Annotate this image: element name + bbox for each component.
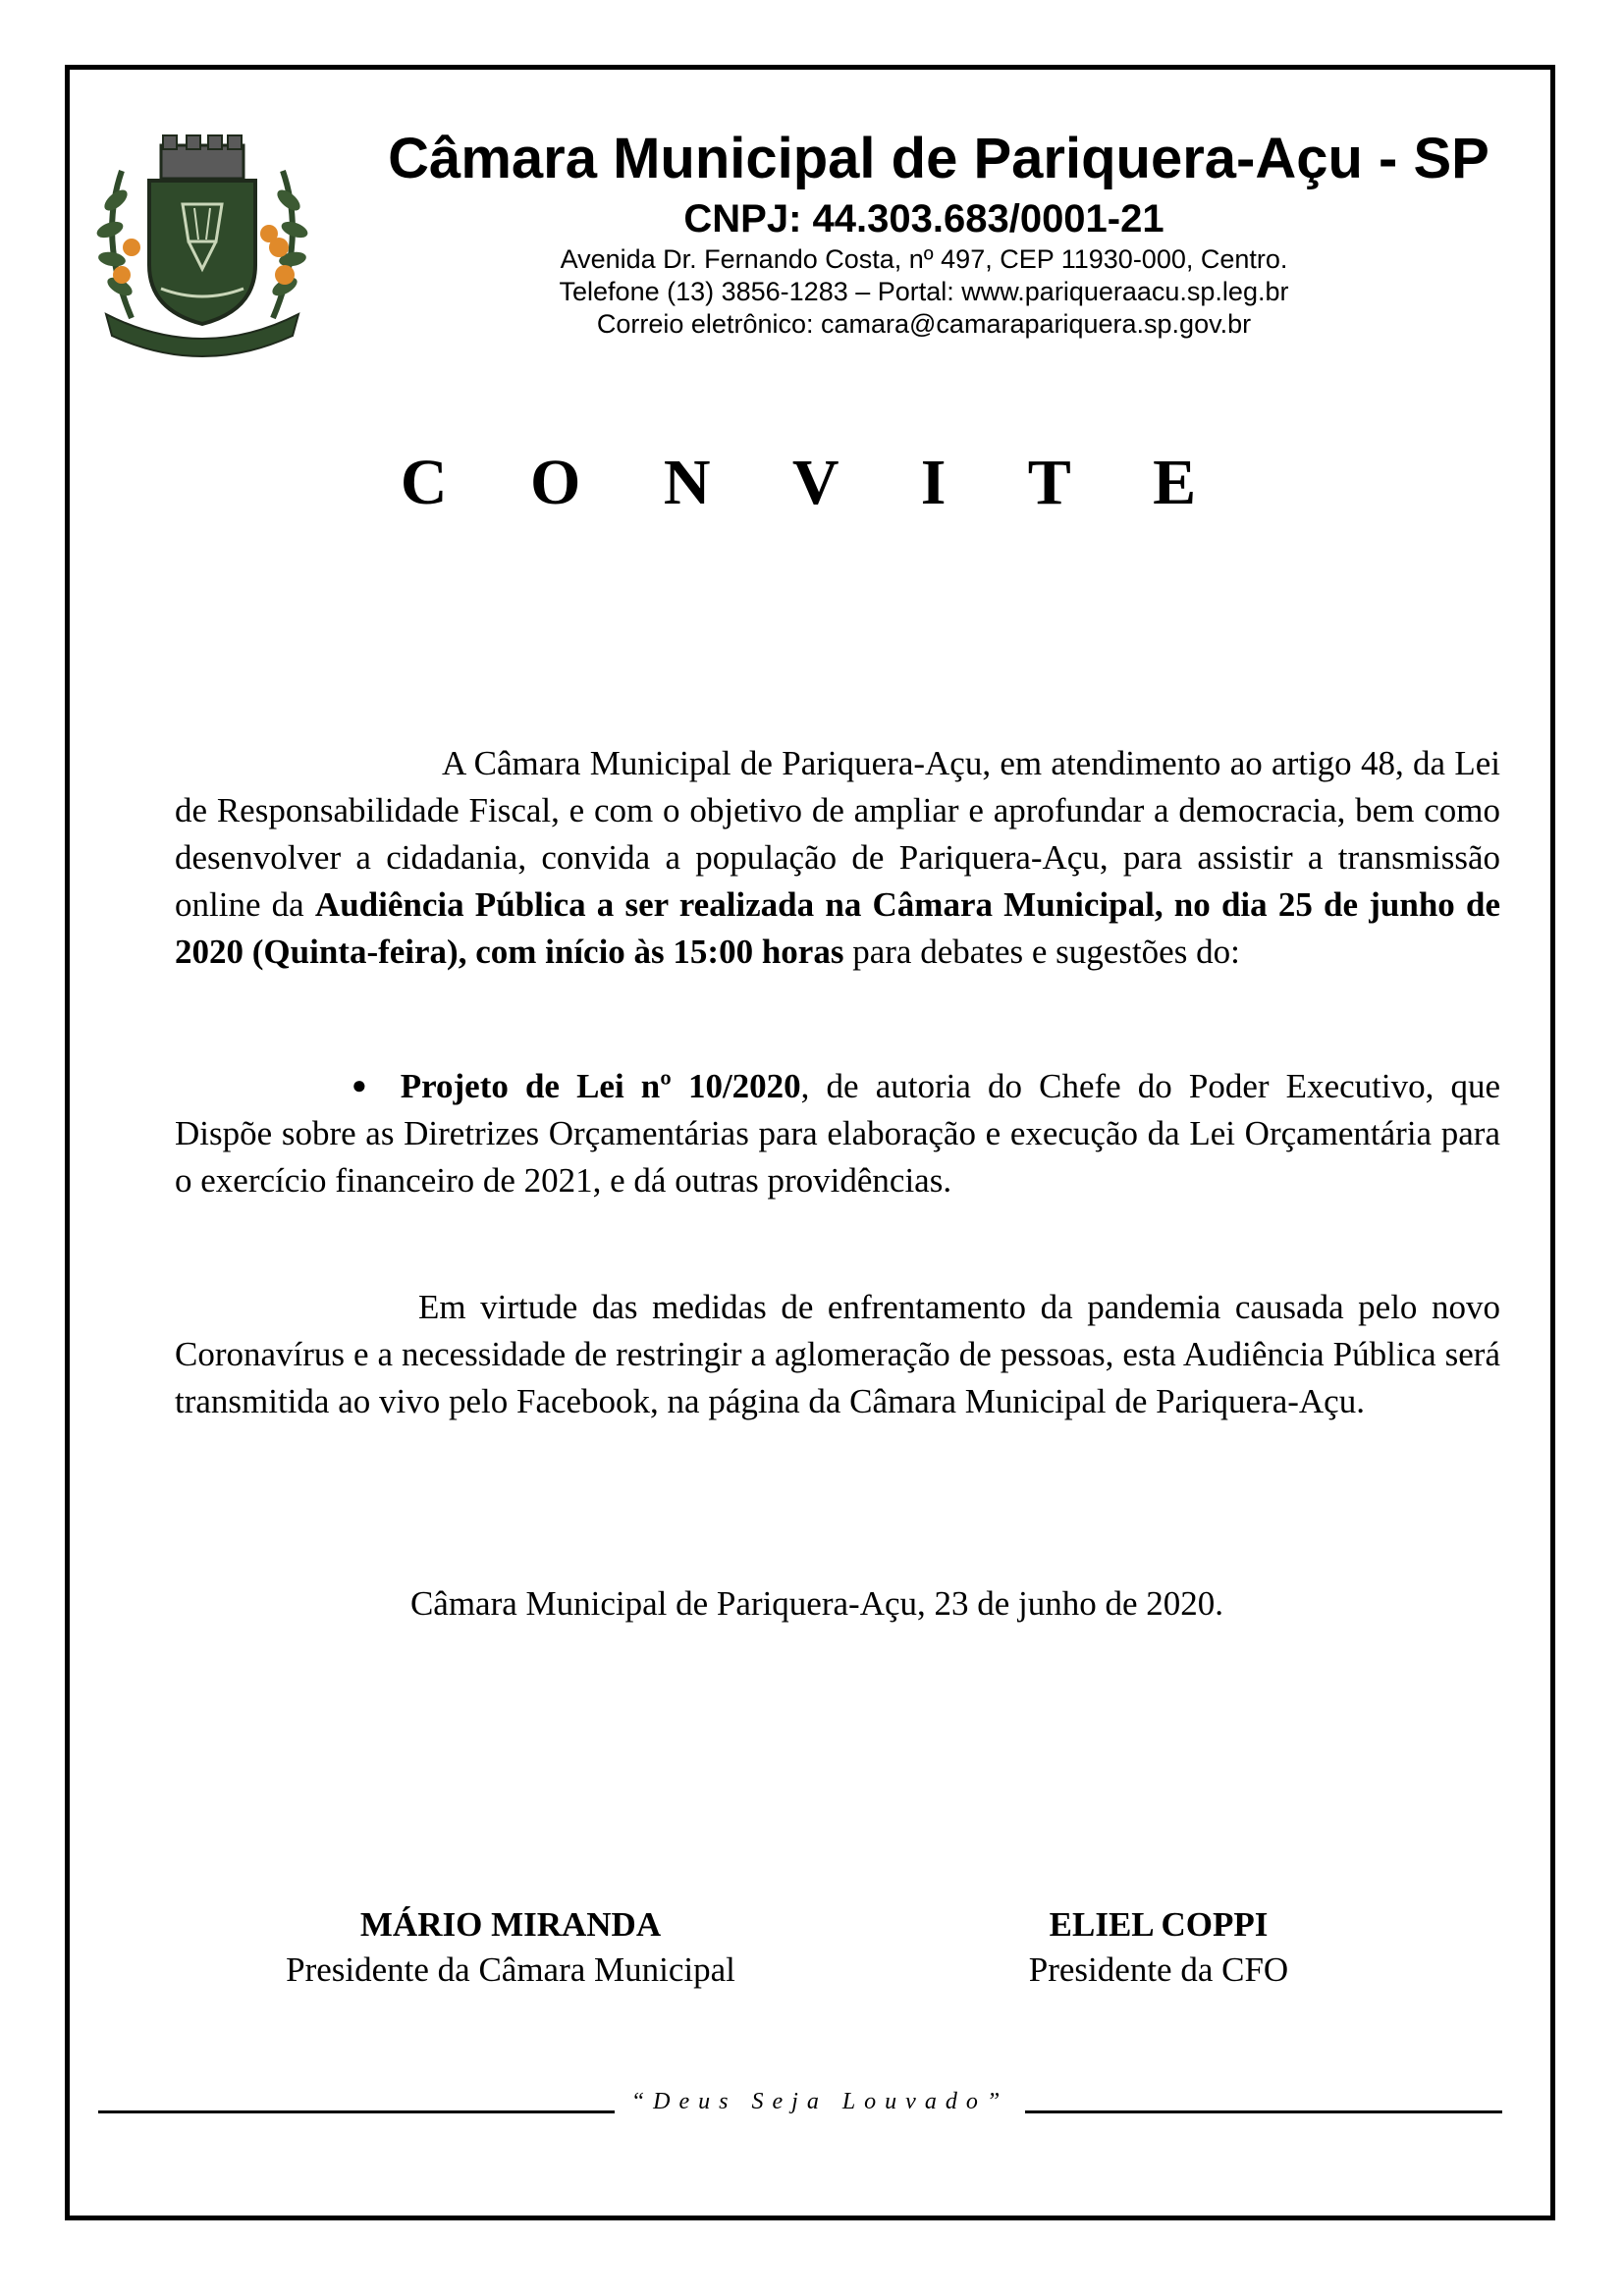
email-line: Correio eletrônico: camara@camarapariquera.sp.gov.br <box>596 309 1252 339</box>
footer-rule-right <box>1025 2110 1502 2113</box>
municipal-coat-of-arms-icon <box>92 132 312 359</box>
bullet-icon: ● <box>352 1071 367 1099</box>
bill-number: Projeto de Lei nº 10/2020 <box>400 1067 801 1105</box>
footer-rule-left <box>98 2110 615 2113</box>
document-title: C O N V I T E <box>400 447 1230 518</box>
motto-text: “Deus Seja Louvado” <box>630 2089 1009 2114</box>
bill-description: , de autoria do Chefe do Poder Executivo, que Dispõe sobre as Diretrizes Orçamentárias para elaboração e execução da Lei Orçamentária para o exercício financeiro de 2021, e dá outras providências. <box>175 1067 1500 1200</box>
pandemic-paragraph: Em virtude das medidas de enfrentamento da pandemia causada pelo novo Coronavírus e a necessidade de restringir a aglomeração de pessoas, esta Audiência Pública será transmitida ao vivo pelo Facebook, na página da Câmara Municipal de Pariquera-Açu. <box>175 1288 1500 1420</box>
organization-name: Câmara Municipal de Pariquera-Açu - SP <box>388 127 1489 190</box>
bill-list-item <box>175 1062 1500 1204</box>
signatory-name: ELIEL COPPI <box>1049 1905 1269 1944</box>
signature-president-chamber <box>236 1902 785 1993</box>
invitation-paragraph <box>175 740 1500 976</box>
address: Avenida Dr. Fernando Costa, nº 497, CEP 11930-000, Centro. <box>560 244 1288 274</box>
cnpj: CNPJ: 44.303.683/0001-21 <box>683 197 1164 240</box>
signature-president-cfo <box>923 1902 1394 1993</box>
signatory-name: MÁRIO MIRANDA <box>359 1905 662 1944</box>
hearing-details: Audiência Pública a ser realizada na Câmara Municipal, no dia 25 de junho de 2020 (Quinta-feira), com início às 15:00 horas <box>175 885 1500 971</box>
invitation-outro: para debates e sugestões do: <box>843 933 1240 971</box>
dateline: Câmara Municipal de Pariquera-Açu, 23 de junho de 2020. <box>409 1584 1224 1623</box>
letterhead <box>330 126 1518 341</box>
phone-portal: Telefone (13) 3856-1283 – Portal: www.pariqueraacu.sp.leg.br <box>559 277 1289 306</box>
footer-motto <box>98 2085 1502 2124</box>
signatory-role: Presidente da CFO <box>1028 1950 1289 1989</box>
invitation-intro: A Câmara Municipal de Pariquera-Açu, em atendimento ao artigo 48, da Lei de Responsabilidade Fiscal, e com o objetivo de ampliar e aprofundar a democracia, bem como desenvolver a cidadania, convida a população de Pariquera-Açu, para assistir a transmissão online da <box>175 744 1500 924</box>
signatory-role: Presidente da Câmara Municipal <box>286 1950 735 1989</box>
